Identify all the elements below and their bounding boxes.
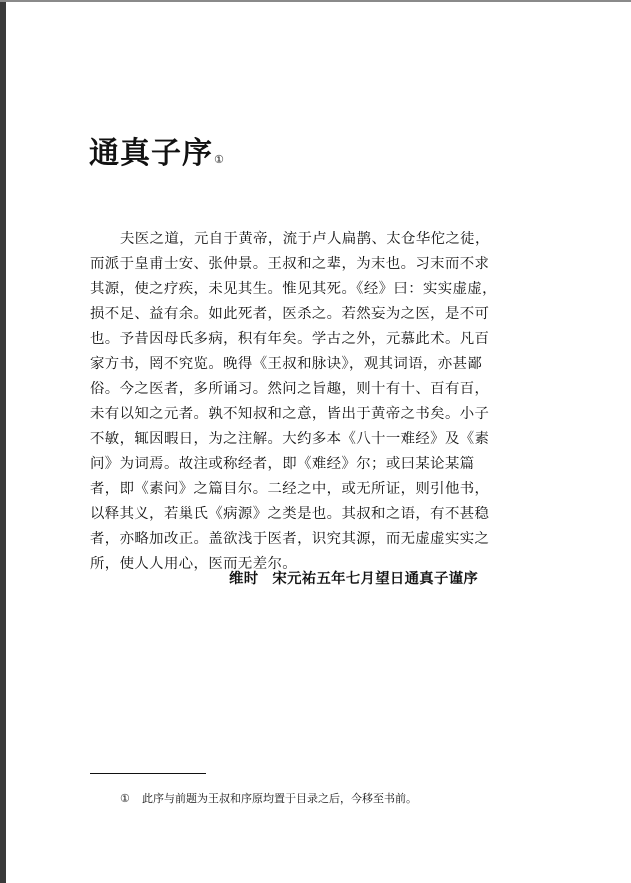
- body-line: 也。予昔因母氏多病，积有年矣。学古之外，元慕此术。凡百: [90, 331, 490, 347]
- page-title: [89, 134, 225, 174]
- title-text: 通真子序: [89, 136, 213, 171]
- body-line: 俗。今之医者，多所诵习。然问之旨趣，则十有十、百有百，: [90, 381, 490, 397]
- body-line: 以释其义，若巢氏《病源》之类是也。其叔和之语，有不甚稳: [90, 506, 490, 522]
- signature-line: [229, 567, 478, 592]
- title-footnote-marker: ①: [214, 153, 225, 166]
- body-line: 不敏，辄因暇日，为之注解。大约多本《八十一难经》及《素: [90, 431, 490, 447]
- body-line: 损不足、益有余。如此死者，医杀之。若然妄为之医，是不可: [90, 306, 490, 322]
- body-line: 者，亦略加改正。盖欲浅于医者，识究其源，而无虚虚实实之: [90, 531, 490, 547]
- signature-prefix: 维时: [229, 571, 259, 587]
- body-line: 所，使人人用心，医而无差尔。: [90, 556, 298, 572]
- body-line: 而派于皇甫士安、张仲景。王叔和之辈，为末也。习末而不求: [90, 256, 490, 272]
- footnote-marker: ①: [120, 792, 130, 805]
- footnote-text: 此序与前题为王叔和序原均置于目录之后，今移至书前。: [142, 792, 417, 805]
- body-line: 家方书，罔不究览。晚得《王叔和脉诀》，观其词语，亦甚鄙: [90, 356, 483, 372]
- body-line: 夫医之道，元自于黄帝，流于卢人扁鹊、太仓华佗之徒，: [120, 231, 490, 247]
- preface-body: [90, 227, 555, 577]
- body-line: 未有以知之元者。孰不知叔和之意，皆出于黄帝之书矣。小子: [90, 406, 490, 422]
- body-line: 问》为词焉。故注或称经者，即《难经》尔；或曰某论某篇: [90, 456, 475, 472]
- body-line: 者，即《素问》之篇目尔。二经之中，或无所证，则引他书，: [90, 481, 490, 497]
- signature-text: 宋元祐五年七月望日通真子谨序: [272, 571, 479, 587]
- body-line: 其源，使之疗疾，未见其生。惟见其死。《经》曰：实实虚虚，: [90, 281, 497, 297]
- footnote-divider: [90, 773, 206, 774]
- footnote: [120, 791, 417, 807]
